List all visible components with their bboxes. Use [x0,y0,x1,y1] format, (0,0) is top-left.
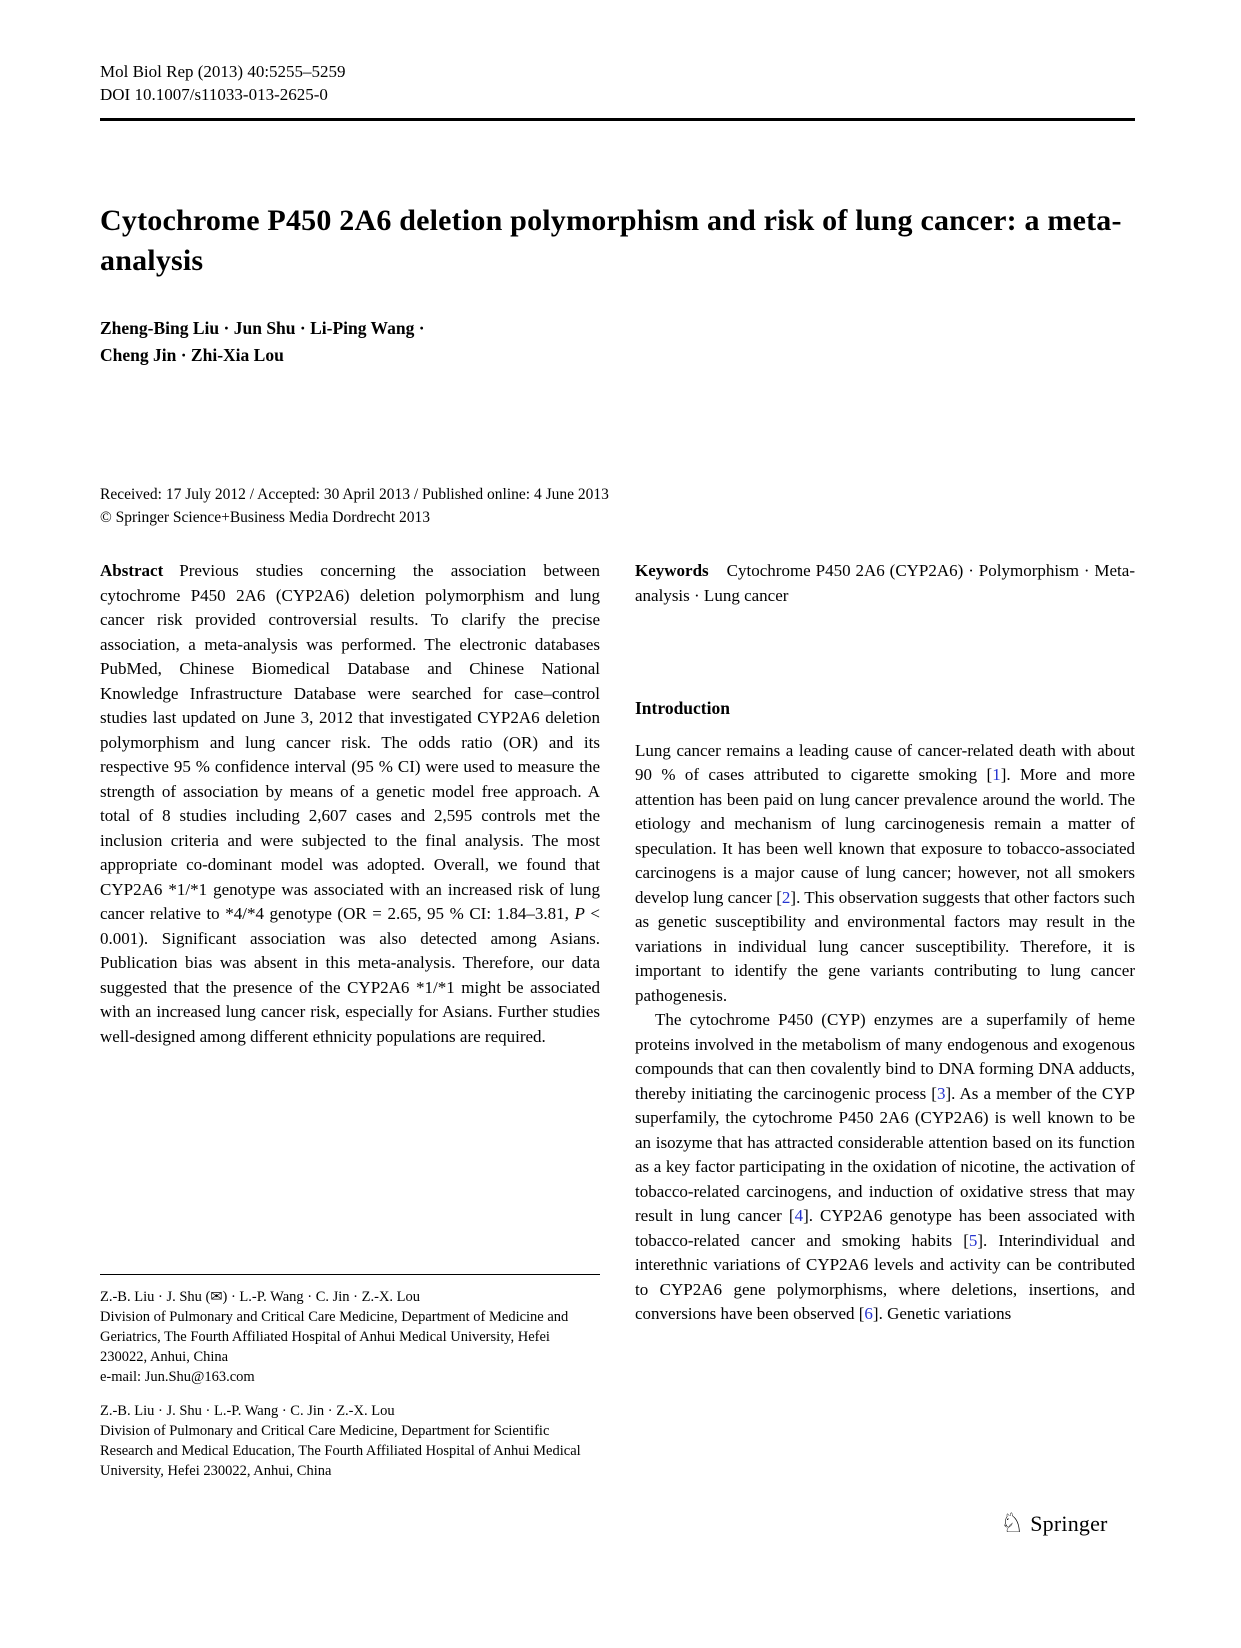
citation-link[interactable]: 4 [794,1206,804,1225]
copyright-line: © Springer Science+Business Media Dordrecht 2013 [100,509,431,526]
article-history [100,483,1135,529]
text-segment: Lung cancer remains a leading cause of cancer-related death with about 90 % of cases attributed to cigarette smoking [ [635,740,1135,784]
text-segment: P [574,904,585,923]
footnote-authors-2: Z.-B. Liu · J. Shu · L.-P. Wang · C. Jin · Z.-X. Lou [100,1403,395,1419]
doi-line: DOI 10.1007/s11033-013-2625-0 [100,85,328,104]
footnotes-section [100,1274,600,1481]
springer-knight-icon: ♘ [1000,1508,1025,1538]
footnote-affiliation-1: Division of Pulmonary and Critical Care Medicine, Department of Medicine and Geriatrics, The Fourth Affiliated Hospital of Anhui Medical University, Hefei 230022, Anhui, China [100,1309,569,1365]
citation-link[interactable]: 1 [992,765,1001,784]
introduction-heading: Introduction [635,698,730,718]
keywords-label: Keywords [635,561,709,580]
header-divider [100,118,1135,121]
page-title: Cytochrome P450 2A6 deletion polymorphism and risk of lung cancer: a meta-analysis [100,204,1122,277]
email-link[interactable]: e-mail: Jun.Shu@163.com [100,1369,255,1385]
text-segment: ]. This observation suggests that other factors such as genetic susceptibility and environmental factors may result in the variations in individual lung cancer susceptibility. Therefore, it is important to identify the gene variants contributing to lung cancer pathogenesis. [635,887,1135,1005]
footnote-affiliation-2: Division of Pulmonary and Critical Care Medicine, Department for Scientific Research and Medical Education, The Fourth Affiliated Hospital of Anhui Medical University, Hefei 230022, Anhui, China [100,1423,581,1479]
intro-paragraph-1 [635,739,1135,1009]
springer-logo-text: Springer [1030,1510,1108,1536]
authors-block [100,315,1135,369]
keywords-text: Cytochrome P450 2A6 (CYP2A6) · Polymorphism · Meta-analysis · Lung cancer [635,561,1135,605]
citation-link[interactable]: 3 [936,1083,946,1103]
right-column [635,559,1135,1481]
text-segment: ]. Genetic variations [872,1304,1012,1323]
received-line: Received: 17 July 2012 / Accepted: 30 April 2013 / Published online: 4 June 2013 [100,486,609,503]
authors-line-1: Zheng-Bing Liu · Jun Shu · Li-Ping Wang · [100,318,425,338]
left-column [100,559,600,1481]
abstract-text [100,561,600,1046]
journal-citation-line: Mol Biol Rep (2013) 40:5255–5259 [100,62,346,81]
abstract-section [100,559,600,1049]
citation-link[interactable]: 2 [781,887,791,907]
text-segment: Previous studies concerning the association between cytochrome P450 2A6 (CYP2A6) deletion polymorphism and lung cancer risk provided controversial results. To clarify the precise association, a meta-analysis was performed. The electronic databases PubMed, Chinese Biomedical Database and Chinese National Knowledge Infrastructure Database were searched for case–control studies last updated on June 3, 2012 that investigated CYP2A6 deletion polymorphism and lung cancer risk. The odds ratio (OR) and its respective 95 % confidence interval (95 % CI) were used to measure the strength of association by means of a genetic model free approach. A total of 8 studies including 2,607 cases and 2,595 controls met the inclusion criteria and were subjected to the final analysis. The most appropriate co-dominant model was adopted. Overall, we found that CYP2A6 *1/*1 genotype was associated with an increased risk of lung cancer relative to *4/*4 genotype (OR = 2.65, 95 % CI: 1.84–3.81, [100,561,600,923]
text-segment: ]. Interindividual and interethnic variations of CYP2A6 levels and activity can be contributed to CYP2A6 gene polymorphisms, where deletions, insertions, and conversions have been observed [ [635,1230,1135,1323]
text-segment: < 0.001). Significant association was also detected among Asians. Publication bias was absent in this meta-analysis. Therefore, our data suggested that the presence of the CYP2A6 *1/*1 might be associated with an increased lung cancer risk, especially for Asians. Further studies well-designed among different ethnicity populations are required. [100,904,600,1046]
text-segment: The cytochrome P450 (CYP) enzymes are a superfamily of heme proteins involved in the metabolism of many endogenous and exogenous compounds that can then covalently bind to DNA forming DNA adducts, thereby initiating the carcinogenic process [ [635,1010,1135,1103]
text-segment: ]. More and more attention has been paid on lung cancer prevalence around the world. The etiology and mechanism of lung carcinogenesis remain a matter of speculation. It has been well known that exposure to tobacco-associated carcinogens is a major cause of lung cancer; however, not all smokers develop lung cancer [ [635,765,1135,907]
springer-logo [1000,1510,1108,1537]
text-segment: ]. As a member of the CYP superfamily, the cytochrome P450 2A6 (CYP2A6) is well known to be an isozyme that has attracted considerable attention based on its function as a key factor participating in the oxidation of nicotine, the activation of tobacco-related carcinogens, and induction of oxidative stress that may result in lung cancer [ [635,1083,1136,1225]
citation-link[interactable]: 5 [968,1230,978,1250]
intro-paragraph-2 [635,1008,1135,1327]
footnote-authors-1: Z.-B. Liu · J. Shu (✉) · L.-P. Wang · C. Jin · Z.-X. Lou [100,1289,421,1305]
body-columns [100,559,1135,1481]
footnote-block-1 [100,1287,600,1387]
authors-line-2: Cheng Jin · Zhi-Xia Lou [100,345,284,365]
citation-link[interactable]: 6 [864,1304,873,1323]
keywords-section [635,559,1135,608]
footnote-block-2 [100,1401,600,1481]
journal-header [100,60,1135,106]
text-segment: ]. CYP2A6 genotype has been associated with tobacco-related cancer and smoking habits [ [635,1206,1135,1250]
abstract-label: Abstract [100,561,164,580]
